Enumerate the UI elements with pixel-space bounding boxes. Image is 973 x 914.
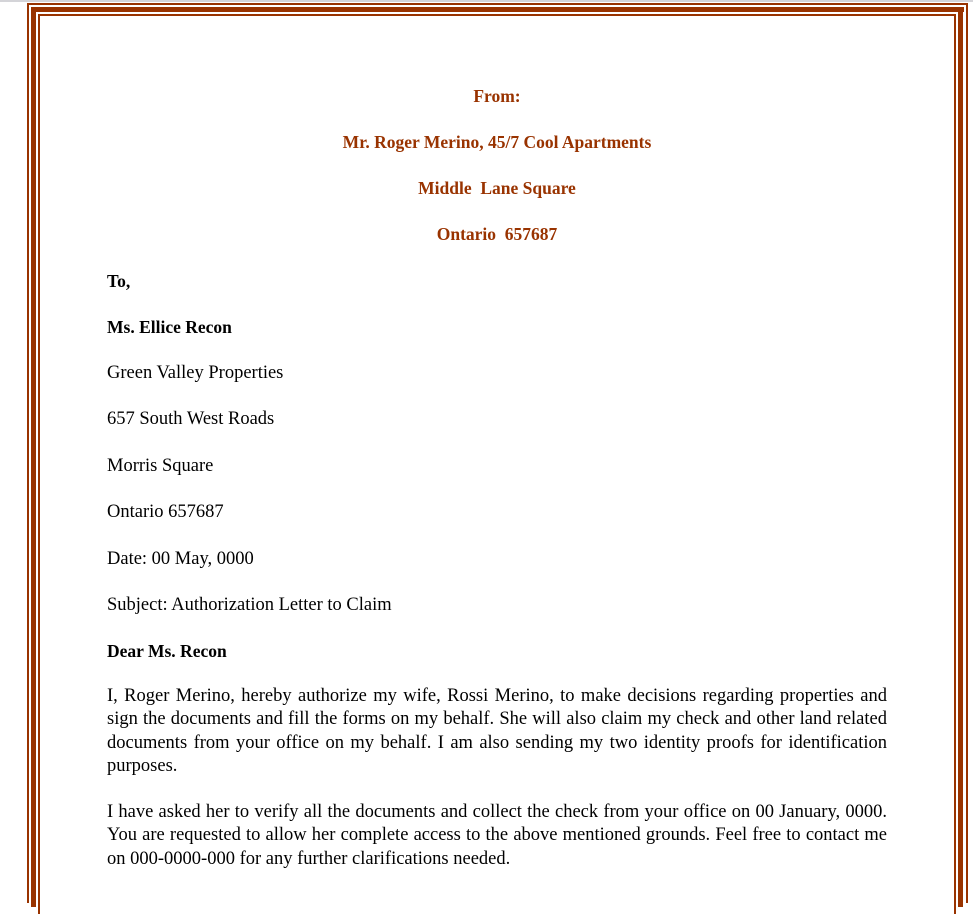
recipient-region: Ontario 657687 xyxy=(107,502,224,522)
recipient-area: Morris Square xyxy=(107,456,214,476)
body-paragraph-2: I have asked her to verify all the documents and collect the check from your office on 00 January, 0000. You are requested to allow her complete access to the above mentioned grounds. Feel free to contact me on 000-0000-000 for any further clarifications needed. xyxy=(107,802,887,869)
sender-region: Ontario 657687 xyxy=(436,224,558,244)
sender-street: Middle Lane Square xyxy=(418,178,576,198)
border-thick-right xyxy=(958,7,963,907)
salutation: Dear Ms. Recon xyxy=(107,641,227,661)
recipient-street: 657 South West Roads xyxy=(107,409,275,429)
letter-date: Date: 00 May, 0000 xyxy=(107,549,254,569)
body-paragraph-1: I, Roger Merino, hereby authorize my wife, Rossi Merino, to make decisions regarding properties and sign the documents and fill the forms on my behalf. She will also claim my check and other land related documents from your office on my behalf. I am also sending my two identity proofs for identification purposes. xyxy=(107,686,887,776)
sender-name-address: Mr. Roger Merino, 45/7 Cool Apartments xyxy=(342,132,652,152)
letter-subject: Subject: Authorization Letter to Claim xyxy=(107,595,392,615)
border-inner-right xyxy=(954,14,956,914)
window-top-edge xyxy=(0,0,973,2)
border-outer-left xyxy=(27,3,29,903)
sender-label: From: xyxy=(473,86,521,106)
border-thick-left xyxy=(31,7,36,907)
border-thick-top xyxy=(31,7,964,12)
border-inner-top xyxy=(38,14,956,16)
recipient-company: Green Valley Properties xyxy=(107,363,284,383)
border-inner-left xyxy=(38,14,40,914)
recipient-label: To, xyxy=(107,271,131,291)
recipient-name: Ms. Ellice Recon xyxy=(107,317,232,337)
border-outer-right xyxy=(966,3,968,903)
border-outer-top xyxy=(27,3,968,5)
